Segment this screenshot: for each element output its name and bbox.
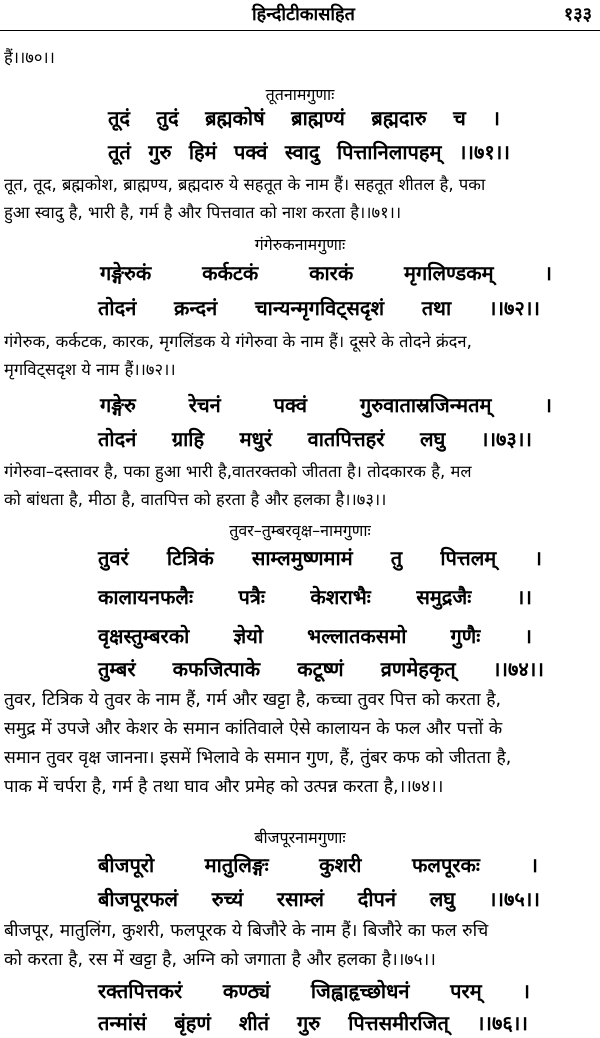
verse-word: गुणैः: [450, 624, 481, 648]
verse-word: पत्रैः: [238, 585, 265, 609]
verse-word: कफजित्पाके: [172, 657, 261, 681]
verse-word: ।।: [516, 585, 532, 609]
verse-word: बीजपूरो: [98, 853, 155, 877]
verse-word: पक्वं: [234, 140, 268, 164]
verse-word: ब्रह्मकोषं: [205, 106, 265, 130]
verse-word: समुद्रजैः: [416, 585, 472, 609]
commentary-line: हुआ स्वादु है, भारी है, गर्म है और पित्तवात को नाश करता है।।७१।।: [4, 203, 402, 222]
verse-word: मधुरं: [239, 427, 273, 451]
sanskrit-verse-line: [108, 103, 500, 133]
verse-word: ।: [544, 261, 552, 285]
verse-word: चान्यन्मृगविट्सदृशं: [254, 296, 385, 320]
verse-word: लघु: [429, 887, 456, 911]
verse-word: व्रणमेहकृत्: [380, 657, 456, 681]
section-heading: गंगेरुकनामगुणाः: [254, 235, 346, 254]
section-heading: बीजपूरनामगुणाः: [254, 828, 346, 847]
verse-word: ।: [534, 546, 542, 570]
verse-word: कण्ठ्यं: [222, 979, 271, 1003]
verse-word: तूदं: [108, 106, 131, 130]
verse-word: ।।७५।।: [488, 887, 540, 911]
commentary-line: तूत, तूद, ब्रह्मकोश, ब्राह्मण्य, ब्रह्मदारु ये सहतूत के नाम हैं। सहतूत शीतल है, पका: [4, 175, 486, 194]
commentary-line: मृगविट्सदृश ये नाम हैं।।७२।।: [4, 360, 176, 379]
verse-word: बीजपूरफलं: [98, 887, 178, 911]
verse-word: केशराभैः: [310, 585, 371, 609]
verse-word: तुवरं: [98, 546, 129, 570]
verse-word: तुदं: [156, 106, 179, 130]
verse-word: रेचनं: [188, 393, 221, 417]
verse-word: कर्कटकं: [202, 261, 259, 285]
verse-word: ।।७६।।: [476, 1011, 528, 1035]
verse-word: मृगलिण्डकम्: [404, 261, 494, 285]
verse-word: ।।७२।।: [488, 296, 540, 320]
verse-word: ।: [522, 979, 530, 1003]
verse-word: फलपूरकः: [411, 853, 480, 877]
commentary-line: गंगेरुवा–दस्तावर है, पका हुआ भारी है,वातरक्तको जीतता है। तोदकारक है, मल: [4, 462, 472, 481]
verse-word: रक्तपित्तकरं: [98, 979, 183, 1003]
hindi-commentary: [0, 917, 600, 975]
verse-word: ब्रह्मदारु: [371, 106, 427, 130]
verse-word: गुरुवातास्रजिन्मतम्: [359, 393, 492, 417]
hindi-commentary: [0, 328, 600, 384]
verse-word: गुरु: [148, 140, 172, 164]
sanskrit-verse-line: [98, 1008, 528, 1038]
commentary-line: गंगेरुक, कर्कटक, कारक, मृगलिंडक ये गंगेरुवा के नाम हैं। दूसरे के तोदने क्रंदन,: [4, 332, 472, 351]
verse-word: कुशरी: [319, 853, 362, 877]
verse-word: ग्राहि: [171, 427, 205, 451]
verse-word: शीतं: [238, 1011, 270, 1035]
verse-word: पित्तसमीरजित्: [348, 1011, 449, 1035]
verse-word: तूतं: [108, 140, 131, 164]
verse-word: तथा: [421, 296, 452, 320]
verse-word: क्रन्दनं: [174, 296, 218, 320]
verse-word: गङ्गेरु: [100, 393, 136, 417]
sanskrit-verse-line: [98, 582, 532, 612]
sanskrit-verse-line: [98, 293, 540, 323]
verse-word: परम्: [450, 979, 482, 1003]
verse-word: पित्तलम्: [440, 546, 497, 570]
sanskrit-verse-line: [98, 654, 544, 684]
verse-word: तु: [390, 546, 403, 570]
verse-word: रसाम्लं: [276, 887, 324, 911]
verse-word: तोदनं: [98, 296, 137, 320]
verse-word: वातपित्तहरं: [307, 427, 385, 451]
hindi-commentary: [0, 44, 600, 72]
sanskrit-verse-line: [98, 543, 542, 573]
verse-word: कटूष्णं: [297, 657, 344, 681]
verse-word: कारकं: [309, 261, 354, 285]
commentary-line: समान तुवर वृक्ष जानना। इसमें भिलावे के समान गुण, हैं, तुंबर कफ को जीतता है,: [4, 748, 512, 768]
sanskrit-verse-line: [98, 976, 530, 1006]
hindi-commentary: [0, 458, 600, 514]
sanskrit-verse-line: [98, 424, 532, 454]
verse-word: गङ्गेरुकं: [100, 261, 152, 285]
page-header: [0, 2, 600, 28]
sanskrit-verse-line: [108, 137, 510, 167]
verse-word: जिह्वाहृच्छोधनं: [310, 979, 410, 1003]
section-heading: तुवर–तुम्बरवृक्ष–नामगुणाः: [229, 521, 371, 540]
verse-word: हिमं: [188, 140, 217, 164]
commentary-line: पाक में चर्परा है, गर्म है तथा घाव और प्रमेह को उत्पन्न करता है,।।७४।।: [4, 777, 444, 797]
section-heading: तूतनामगुणाः: [265, 85, 335, 104]
verse-word: भल्लातकसमो: [307, 624, 407, 648]
verse-word: पित्तानिलापहम्: [336, 140, 442, 164]
verse-word: ।।७३।।: [480, 427, 532, 451]
verse-word: ।: [524, 624, 532, 648]
running-title: हिन्दीटीकासहित: [252, 4, 355, 25]
verse-word: च: [453, 106, 466, 130]
verse-word: रुच्यं: [211, 887, 244, 911]
verse-word: तोदनं: [98, 427, 137, 451]
verse-word: गुरु: [297, 1011, 321, 1035]
verse-word: ।।७१।।: [458, 140, 510, 164]
sanskrit-verse-line: [98, 621, 532, 651]
sanskrit-verse-line: [98, 884, 540, 914]
verse-word: ।: [492, 106, 500, 130]
verse-word: कालायनफलैः: [98, 585, 193, 609]
sanskrit-verse-line: [100, 258, 552, 288]
verse-word: ।: [530, 853, 538, 877]
verse-word: तुम्बरं: [98, 657, 136, 681]
commentary-line: को बांधता है, मीठा है, वातपित्त को हरता है और हलका है।।७३।।: [4, 490, 387, 509]
commentary-line: समुद्र में उपजे और केशर के समान कांतिवाले ऐसे कालायन के फल और पत्तों के: [4, 719, 503, 739]
verse-word: ज्ञेयो: [233, 624, 264, 648]
hindi-commentary: [0, 686, 600, 802]
header-rule: [0, 30, 600, 31]
verse-word: ब्राह्मण्यं: [291, 106, 345, 130]
verse-word: साम्लमुष्णमामं: [251, 546, 353, 570]
commentary-line: तुवर, टित्रिक ये तुवर के नाम हैं, गर्म और खट्टा है, कच्चा तुवर पित्त को करता है,: [4, 690, 502, 710]
commentary-line: हैं।।७०।।: [4, 48, 55, 67]
verse-word: ।: [544, 393, 552, 417]
sanskrit-verse-line: [100, 390, 552, 420]
sanskrit-verse-line: [98, 850, 538, 880]
hindi-commentary: [0, 171, 600, 227]
verse-word: पक्वं: [273, 393, 308, 417]
verse-word: ।।७४।।: [492, 657, 544, 681]
verse-word: स्वादु: [284, 140, 320, 164]
verse-word: तन्मांसं: [98, 1011, 147, 1035]
verse-word: मातुलिङ्गः: [204, 853, 269, 877]
verse-word: टित्रिकं: [166, 546, 214, 570]
commentary-line: बीजपूर, मातुलिंग, कुशरी, फलपूरक ये बिजौरे के नाम हैं। बिजौरे का फल रुचि: [4, 921, 489, 941]
commentary-line: को करता है, रस में खट्टा है, अग्नि को जगाता है और हलका है।।७५।।: [4, 950, 436, 970]
page-number: १३३: [563, 4, 592, 25]
verse-word: वृक्षस्तुम्बरको: [98, 624, 190, 648]
verse-word: लघु: [419, 427, 446, 451]
verse-word: बृंहणं: [174, 1011, 211, 1035]
verse-word: दीपनं: [357, 887, 396, 911]
